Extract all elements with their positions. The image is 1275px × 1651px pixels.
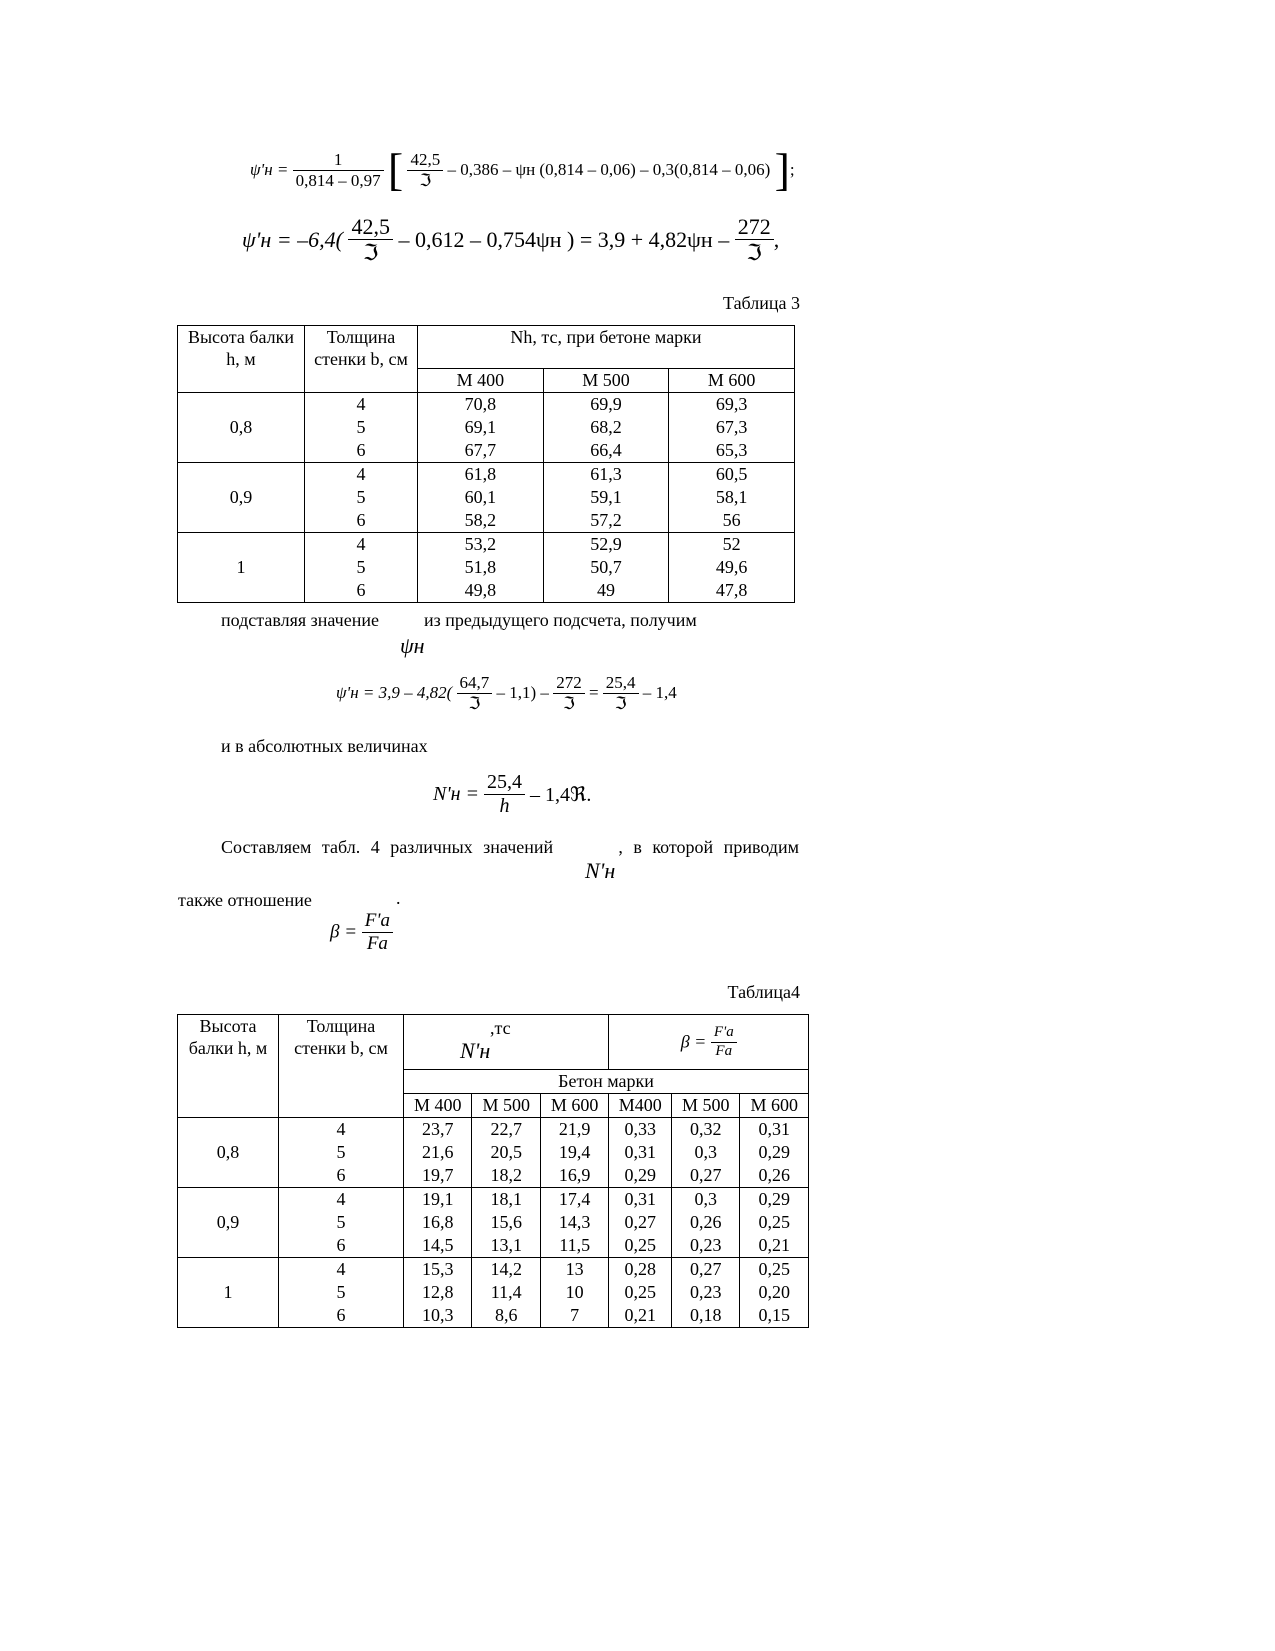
formula-2-frac2-den: ℑ [746, 240, 762, 266]
formula-3-frac3-num: 25,4 [603, 673, 639, 694]
t4-col-5: 0,25 0,20 0,15 [740, 1258, 809, 1328]
formula-1-frac-num: 1 [293, 150, 384, 171]
t3-header-height: Высота балки h, м [178, 326, 305, 393]
t4-grade-2: М 600 [540, 1094, 608, 1118]
table-row [178, 463, 795, 533]
t4-col-5: 0,29 0,25 0,21 [740, 1188, 809, 1258]
formula-3-fraction-1 [457, 673, 493, 713]
formula-2-mid: – 0,612 – 0,754ψн ) = 3,9 + 4,82ψн – [398, 226, 730, 252]
formula-1 [250, 144, 795, 195]
t3-m500: 61,3 59,1 57,2 [543, 463, 669, 533]
t3-m500: 52,9 50,7 49 [543, 533, 669, 603]
formula-2-frac2-num: 272 [735, 214, 774, 240]
t3-h: 0,9 [178, 463, 305, 533]
formula-1-inner-num: 42,5 [407, 150, 443, 171]
t3-m400: 53,2 51,8 49,8 [418, 533, 544, 603]
t4-col-0: 23,7 21,6 19,7 [404, 1118, 472, 1188]
formula-1-fraction [293, 150, 384, 190]
formula-3-mid: – 1,1) – [496, 683, 549, 703]
t3-grade-0: М 400 [418, 369, 544, 393]
paragraph-4-formula [330, 910, 393, 955]
paragraph-1-before: подставляя значение [221, 610, 379, 630]
t4-header-beta-lhs: β = [680, 1031, 707, 1052]
table-3 [177, 325, 795, 603]
table-row [178, 1188, 809, 1258]
paragraph-1-symbol: ψн [400, 633, 425, 658]
t4-b: 4 5 6 [279, 1258, 404, 1328]
table-row [178, 1258, 809, 1328]
table-3-caption: Таблица 3 [723, 293, 800, 313]
table-row [178, 533, 795, 603]
t4-header-concrete: Бетон марки [404, 1070, 809, 1094]
paragraph-1-after: из предыдущего подсчета, получим [423, 610, 697, 630]
t4-grade-0: М 400 [404, 1094, 472, 1118]
formula-2-fraction-1 [348, 214, 393, 266]
t4-col-2: 17,4 14,3 11,5 [540, 1188, 608, 1258]
table-row [178, 393, 795, 463]
t4-col-3: 0,28 0,25 0,21 [609, 1258, 672, 1328]
formula-3-lhs: ψ'н = 3,9 – 4,82( [336, 683, 453, 703]
t3-h: 0,8 [178, 393, 305, 463]
beta-den: Fа [366, 932, 388, 954]
t4-header-beta-den: Fа [715, 1042, 733, 1059]
t4-h: 0,9 [178, 1188, 279, 1258]
formula-3-fraction-2 [553, 673, 585, 713]
t3-b: 4 5 6 [305, 533, 418, 603]
t4-b: 4 5 6 [279, 1188, 404, 1258]
formula-3-frac1-den: ℑ [468, 693, 481, 713]
t3-b: 4 5 6 [305, 463, 418, 533]
paragraph-4-dot: . [396, 888, 401, 908]
formula-3-frac2-den: ℑ [563, 693, 575, 713]
beta-lhs: β = [330, 921, 358, 943]
t4-col-0: 19,1 16,8 14,5 [404, 1188, 472, 1258]
formula-3 [336, 673, 677, 713]
t4-header-n-unit: ,тс [490, 1018, 511, 1038]
t3-header-group: Nh, тс, при бетоне марки [418, 326, 795, 369]
paragraph-4 [178, 890, 312, 911]
formula-2-frac1-num: 42,5 [348, 214, 393, 240]
formula-3-frac1-num: 64,7 [457, 673, 493, 694]
t3-h: 1 [178, 533, 305, 603]
t4-col-4: 0,3 0,26 0,23 [672, 1188, 740, 1258]
formula-4-frac-num: 25,4 [484, 771, 525, 795]
t4-col-2: 13 10 7 [540, 1258, 608, 1328]
table-row [178, 1118, 809, 1188]
t3-m600: 69,3 67,3 65,3 [669, 393, 795, 463]
t3-header-thickness: Толщина стенки b, см [305, 326, 418, 393]
t3-grade-2: М 600 [669, 369, 795, 393]
table-4-caption: Таблица4 [727, 982, 800, 1002]
t3-b: 4 5 6 [305, 393, 418, 463]
t4-header-n [404, 1015, 609, 1070]
formula-2 [242, 214, 779, 266]
t4-header-beta-fraction [711, 1024, 737, 1060]
t4-h: 1 [178, 1258, 279, 1328]
formula-4-frac-den: h [499, 795, 510, 817]
formula-2-fraction-2 [735, 214, 774, 266]
formula-3-frac3-den: ℑ [614, 693, 627, 713]
beta-fraction [362, 910, 393, 955]
formula-2-end: , [773, 226, 780, 252]
paragraph-3-text: Составляем табл. 4 различных значений [221, 837, 554, 857]
formula-4-end: – 1,4ℜ. [530, 784, 592, 806]
t4-header-n-symbol: N'н [460, 1038, 491, 1063]
t4-col-2: 21,9 19,4 16,9 [540, 1118, 608, 1188]
formula-1-end: ; [789, 160, 795, 179]
paragraph-3-after: , в которой приводим [618, 837, 799, 857]
paragraph-3-symbol: N'н [585, 858, 616, 883]
t4-col-3: 0,33 0,31 0,29 [609, 1118, 672, 1188]
t3-grade-1: М 500 [543, 369, 669, 393]
t3-m400: 70,8 69,1 67,7 [418, 393, 544, 463]
formula-1-frac-den: 0,814 – 0,97 [295, 170, 381, 190]
formula-3-end: – 1,4 [642, 683, 677, 703]
formula-1-lhs: ψ'н = [250, 160, 289, 179]
paragraph-4-text: также отношение [178, 890, 312, 910]
t4-header-thickness: Толщина стенки b, см [279, 1015, 404, 1118]
beta-num: F'а [362, 910, 393, 933]
formula-1-inner-fraction [407, 150, 443, 190]
t4-col-0: 15,3 12,8 10,3 [404, 1258, 472, 1328]
t4-col-1: 18,1 15,6 13,1 [472, 1188, 540, 1258]
paragraph-1 [221, 610, 697, 631]
t4-col-4: 0,32 0,3 0,27 [672, 1118, 740, 1188]
t4-header-height: Высота балки h, м [178, 1015, 279, 1118]
t4-grade-4: М 500 [672, 1094, 740, 1118]
formula-2-lhs: ψ'н = –6,4( [242, 226, 343, 252]
t4-grade-3: М400 [609, 1094, 672, 1118]
formula-3-frac2-num: 272 [553, 673, 585, 694]
t4-b: 4 5 6 [279, 1118, 404, 1188]
t4-grade-5: М 600 [740, 1094, 809, 1118]
formula-1-inner-den: ℑ [419, 170, 432, 190]
t3-m600: 52 49,6 47,8 [669, 533, 795, 603]
t3-m600: 60,5 58,1 56 [669, 463, 795, 533]
t4-col-5: 0,31 0,29 0,26 [740, 1118, 809, 1188]
formula-3-fraction-3 [603, 673, 639, 713]
paragraph-3 [221, 837, 799, 858]
formula-1-tail: – 0,386 – ψн (0,814 – 0,06) – 0,3(0,814 – 0,06) [447, 160, 771, 179]
t4-h: 0,8 [178, 1118, 279, 1188]
t4-header-beta [609, 1015, 809, 1070]
t4-col-1: 22,7 20,5 18,2 [472, 1118, 540, 1188]
t4-col-1: 14,2 11,4 8,6 [472, 1258, 540, 1328]
formula-4-fraction [484, 771, 525, 818]
formula-4 [433, 771, 591, 818]
t4-col-3: 0,31 0,27 0,25 [609, 1188, 672, 1258]
formula-3-eq: = [588, 683, 599, 703]
table-4 [177, 1014, 809, 1328]
t3-m500: 69,9 68,2 66,4 [543, 393, 669, 463]
t4-col-4: 0,27 0,23 0,18 [672, 1258, 740, 1328]
t4-grade-1: М 500 [472, 1094, 540, 1118]
paragraph-2: и в абсолютных величинах [221, 736, 428, 756]
t3-m400: 61,8 60,1 58,2 [418, 463, 544, 533]
formula-4-lhs: N'н = [433, 783, 480, 805]
formula-1-bracket-left: [ [387, 144, 404, 195]
formula-1-bracket-right: ] [774, 144, 790, 195]
t4-header-beta-num: F'а [711, 1024, 737, 1042]
formula-2-frac1-den: ℑ [363, 240, 379, 266]
